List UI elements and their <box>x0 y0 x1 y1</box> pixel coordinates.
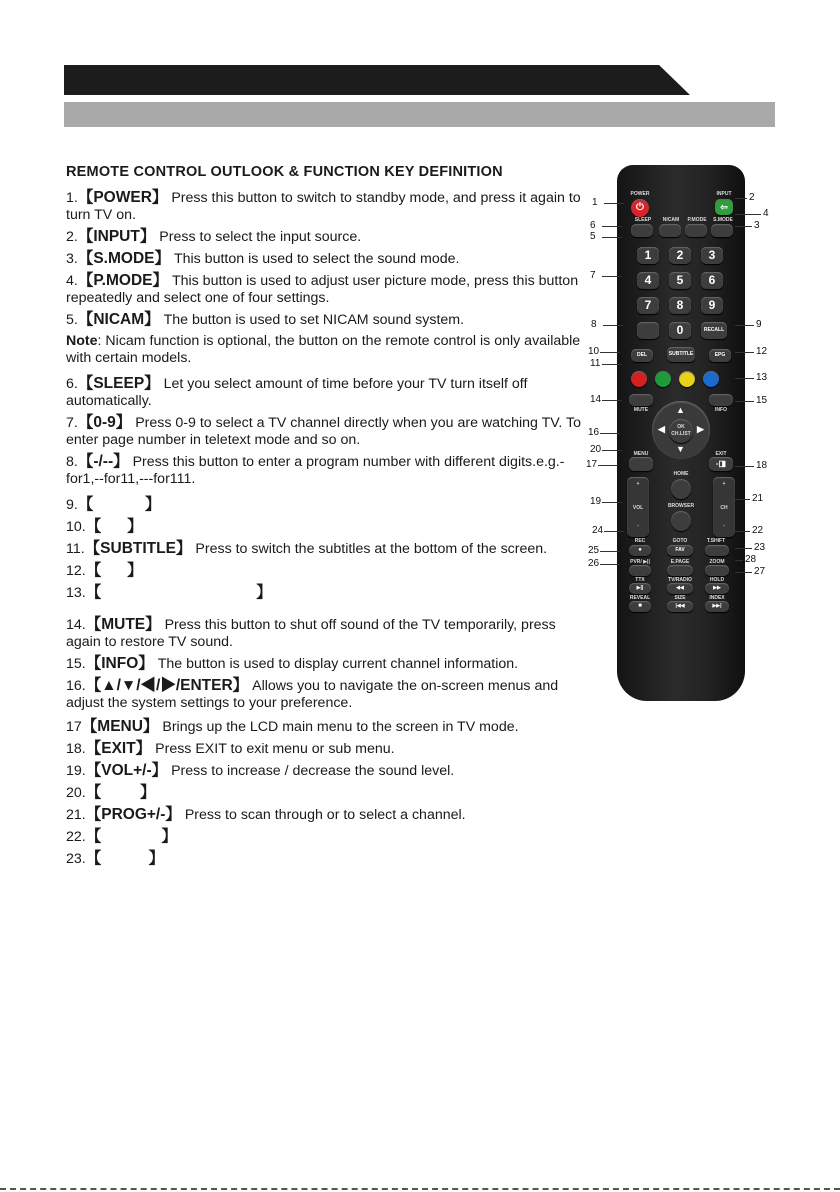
item-description: Press this button to switch to standby mode, and press it again to turn TV on. <box>66 190 581 223</box>
nicam-button <box>659 224 681 237</box>
sleep-label: SLEEP <box>634 217 652 223</box>
digit-8-button-text: 8 <box>676 298 684 312</box>
key-definition-item <box>66 250 586 268</box>
stop-button-text: ■ <box>638 603 642 609</box>
hold-label: HOLD <box>709 577 725 583</box>
item-description: Allows you to navigate the on-screen menus and adjust the system settings to your preference. <box>66 678 559 711</box>
ttx-button-text: ▶|| <box>636 585 644 591</box>
item-key: 【EXIT】 <box>85 740 152 757</box>
browser-button <box>671 511 691 531</box>
color-key-1 <box>631 371 647 387</box>
item-key: 【SLEEP】 <box>77 375 160 392</box>
callout-leader-line <box>735 401 754 402</box>
note-text: : Nicam function is optional, the button on the remote control is only available with certain models. <box>66 333 581 366</box>
callout-number-12: 12 <box>756 346 768 357</box>
key-definition-item <box>66 584 586 602</box>
vol-label: VOL <box>632 505 644 511</box>
callout-leader-line <box>598 465 618 466</box>
callout-leader-line <box>600 551 620 552</box>
item-description: Press to scan through or to select a channel. <box>180 807 466 823</box>
zoom-label: ZOOM <box>709 559 725 565</box>
dash-button <box>637 322 659 339</box>
callout-number-3: 3 <box>754 220 760 231</box>
home-label: HOME <box>673 471 689 477</box>
pvr-button <box>629 565 651 576</box>
key-definition-item <box>66 228 586 246</box>
digit-7-button <box>637 297 659 314</box>
item-number: 4. <box>66 273 78 289</box>
digit-5-button-text: 5 <box>676 273 684 287</box>
callout-number-23: 23 <box>754 542 766 553</box>
item-key: 【SUBTITLE】 <box>84 540 192 557</box>
callout-number-13: 13 <box>756 372 768 383</box>
callout-number-14: 14 <box>590 394 602 405</box>
item-key: 【P.MODE】 <box>77 272 168 289</box>
digit-2-button <box>669 247 691 264</box>
digit-9-button <box>701 297 723 314</box>
item-description: This button is used to select the sound mode. <box>170 251 460 267</box>
callout-leader-line <box>735 226 752 227</box>
digit-4-button <box>637 272 659 289</box>
item-key: 【 】 <box>85 850 165 867</box>
item-key: 【 】 <box>85 562 143 579</box>
digit-9-button-text: 9 <box>708 298 716 312</box>
rewind-button <box>667 583 693 594</box>
item-number: 18. <box>66 741 86 757</box>
item-description: Press EXIT to exit menu or sub menu. <box>151 741 395 757</box>
rec-button-text: ● <box>638 547 642 553</box>
down-arrow-icon: ▼ <box>676 444 685 454</box>
item-key: 【PROG+/-】 <box>85 806 181 823</box>
ch-plus-label: + <box>722 481 726 487</box>
callout-number-6: 6 <box>590 220 596 231</box>
exit-button-text: -◨ <box>715 459 727 468</box>
input-button <box>715 199 733 215</box>
nicam-label: NICAM <box>662 217 680 223</box>
ch-minus-label: - <box>723 523 725 529</box>
item-number: 13. <box>66 585 86 601</box>
header-bar <box>64 65 690 95</box>
callout-leader-line <box>735 548 752 549</box>
size-label: SIZE <box>674 595 686 601</box>
key-definition-item <box>66 414 586 449</box>
item-description: The button is used to set NICAM sound system. <box>159 312 465 328</box>
item-number: 2. <box>66 229 78 245</box>
zoom-button <box>705 565 729 576</box>
epg-button-text: EPG <box>714 352 726 358</box>
mute-button <box>629 394 653 406</box>
callout-number-16: 16 <box>588 427 600 438</box>
item-number: 7. <box>66 415 78 431</box>
subtitle-button-text: SUBTITLE <box>668 351 694 357</box>
key-definition-item <box>66 850 586 868</box>
callout-leader-line <box>600 433 620 434</box>
item-description: Press 0-9 to select a TV channel directly when you are watching TV. To enter page number in teletext mode and so on. <box>66 415 582 448</box>
item-number: 22. <box>66 829 86 845</box>
callout-number-20: 20 <box>590 444 602 455</box>
callout-number-22: 22 <box>752 525 764 536</box>
digit-5-button <box>669 272 691 289</box>
item-number: 16. <box>66 678 86 694</box>
callout-leader-line <box>602 400 622 401</box>
goto-label: GOTO <box>672 538 688 544</box>
digit-6-button-text: 6 <box>708 273 716 287</box>
item-key: 【INPUT】 <box>77 228 156 245</box>
item-description: Press to switch the subtitles at the bottom of the screen. <box>191 541 548 557</box>
callout-leader-line <box>735 378 754 379</box>
browser-label: BROWSER <box>667 503 695 509</box>
right-arrow-icon: ▶ <box>697 424 704 434</box>
key-definition-item <box>66 784 586 802</box>
menu-button <box>629 457 653 471</box>
pvr-label: PVR/ ▶|| <box>630 559 650 565</box>
callout-leader-line <box>735 198 747 199</box>
key-definition-item <box>66 189 586 224</box>
key-definition-item <box>66 496 586 514</box>
item-description: Press this button to enter a program number with different digits.e.g.-for1,--for11,---for111. <box>66 454 565 487</box>
callout-number-25: 25 <box>588 545 600 556</box>
item-number: 6. <box>66 376 78 392</box>
forward-button <box>705 583 729 594</box>
item-description: Brings up the LCD main menu to the screen in TV mode. <box>158 719 519 735</box>
fav-button-text: FAV <box>675 547 685 553</box>
callout-leader-line <box>735 325 754 326</box>
del-button-text: DEL <box>637 352 647 358</box>
digit-2-button-text: 2 <box>676 248 684 262</box>
item-number: 11. <box>66 541 85 557</box>
item-key: 【MUTE】 <box>85 616 161 633</box>
key-definition-item <box>66 677 586 712</box>
ok-label: OK <box>677 424 685 430</box>
smode-label: S.MODE <box>713 217 733 223</box>
key-definition-item <box>66 718 586 736</box>
power-label: POWER <box>630 191 650 197</box>
item-key: 【POWER】 <box>77 189 168 206</box>
key-definition-item <box>66 375 586 410</box>
callout-leader-line <box>735 560 743 561</box>
digit-3-button <box>701 247 723 264</box>
callout-number-28: 28 <box>745 554 757 565</box>
callout-leader-line <box>602 450 622 451</box>
home-button <box>671 479 691 499</box>
color-key-4 <box>703 371 719 387</box>
section-bar <box>64 102 775 127</box>
next-button-text: ▶▶| <box>712 603 722 609</box>
item-key: 【 】 <box>85 828 178 845</box>
digit-1-button <box>637 247 659 264</box>
color-key-2 <box>655 371 671 387</box>
item-number: 23. <box>66 851 86 867</box>
info-button <box>709 394 733 406</box>
item-key: 【 】 <box>85 584 272 601</box>
section-heading: REMOTE CONTROL OUTLOOK & FUNCTION KEY DEFINITION <box>66 164 503 180</box>
reveal-label: REVEAL <box>629 595 651 601</box>
callout-leader-line <box>602 237 622 238</box>
item-number: 21. <box>66 807 86 823</box>
key-definition-item <box>66 272 586 307</box>
epg-button <box>709 349 731 362</box>
callout-number-2: 2 <box>749 192 755 203</box>
item-key: 【▲/▼/◀/▶/ENTER】 <box>85 677 249 694</box>
callout-leader-line <box>735 352 754 353</box>
stop-button <box>629 601 651 612</box>
item-key: 【NICAM】 <box>77 311 160 328</box>
callout-number-11: 11 <box>590 358 601 369</box>
key-definition-item <box>66 806 586 824</box>
key-definition-item <box>66 311 586 329</box>
callout-number-27: 27 <box>754 566 766 577</box>
vol-plus-label: + <box>636 481 640 487</box>
item-key: 【MENU】 <box>81 718 159 735</box>
callout-number-4: 4 <box>763 208 769 219</box>
fav-button <box>667 545 693 556</box>
item-key: 【 】 <box>77 496 161 513</box>
ch-label: CH <box>720 505 728 511</box>
item-description: Press this button to shut off sound of the TV temporarily, press again to restore TV sound. <box>66 617 556 650</box>
key-definition-item <box>66 740 586 758</box>
key-definition-item <box>66 562 586 580</box>
callout-leader-line <box>603 325 623 326</box>
callout-number-24: 24 <box>592 525 604 536</box>
callout-number-9: 9 <box>756 319 762 330</box>
rewind-button-text: ◀◀ <box>676 585 684 591</box>
digit-0-button <box>669 322 691 339</box>
item-key: 【 】 <box>85 784 156 801</box>
callout-number-10: 10 <box>588 346 600 357</box>
digit-7-button-text: 7 <box>644 298 652 312</box>
item-number: 12. <box>66 563 86 579</box>
prev-button-text: |◀◀ <box>675 603 685 609</box>
item-key: 【0-9】 <box>77 414 132 431</box>
callout-leader-line <box>602 364 622 365</box>
key-definition-item <box>66 616 586 651</box>
digit-8-button <box>669 297 691 314</box>
up-arrow-icon: ▲ <box>676 405 685 415</box>
item-number: 9. <box>66 497 78 513</box>
callout-number-18: 18 <box>756 460 768 471</box>
callout-number-21: 21 <box>752 493 764 504</box>
key-definition-item <box>66 518 586 536</box>
callout-leader-line <box>735 531 750 532</box>
key-definition-item <box>66 828 586 846</box>
item-number: 1. <box>66 190 78 206</box>
callout-number-1: 1 <box>592 197 598 208</box>
del-button <box>631 349 653 362</box>
key-definition-item <box>66 333 586 367</box>
function-key-list <box>66 164 586 872</box>
menu-label: MENU <box>633 451 649 457</box>
item-number: 19. <box>66 763 86 779</box>
callout-leader-line <box>602 276 622 277</box>
callout-leader-line <box>600 564 620 565</box>
exit-button <box>709 457 733 471</box>
mute-label: MUTE <box>633 407 649 413</box>
callout-leader-line <box>735 572 752 573</box>
callout-number-26: 26 <box>588 558 600 569</box>
item-key: 【-/--】 <box>77 453 129 470</box>
ttx-button <box>629 583 651 594</box>
item-number: 8. <box>66 454 78 470</box>
smode-button <box>711 224 733 237</box>
key-definition-item <box>66 453 586 488</box>
callout-leader-line <box>735 214 761 215</box>
callout-number-7: 7 <box>590 270 596 281</box>
vol-minus-label: - <box>637 523 639 529</box>
digit-0-button-text: 0 <box>676 323 684 337</box>
callout-leader-line <box>602 502 622 503</box>
tvradio-label: TV/RADIO <box>668 577 692 583</box>
item-description: Press to select the input source. <box>155 229 362 245</box>
item-number: 14. <box>66 617 86 633</box>
digit-4-button-text: 4 <box>644 273 652 287</box>
callout-leader-line <box>735 499 750 500</box>
item-key: 【INFO】 <box>85 655 154 672</box>
callout-number-5: 5 <box>590 231 596 242</box>
digit-1-button-text: 1 <box>644 248 652 262</box>
page-edge-dashes <box>0 1188 840 1190</box>
item-key: 【S.MODE】 <box>77 250 170 267</box>
callout-number-15: 15 <box>756 395 768 406</box>
left-arrow-icon: ◀ <box>658 424 665 434</box>
callout-leader-line <box>604 531 624 532</box>
pmode-label: P.MODE <box>687 217 707 223</box>
epage-button <box>667 565 693 576</box>
item-description: Press to increase / decrease the sound level. <box>167 763 455 779</box>
tshift-label: T.SHIFT <box>706 538 726 544</box>
digit-3-button-text: 3 <box>708 248 716 262</box>
epage-label: E.PAGE <box>670 559 690 565</box>
item-number: 5. <box>66 312 78 328</box>
pmode-button <box>685 224 707 237</box>
forward-button-text: ▶▶ <box>713 585 721 591</box>
info-label: INFO <box>715 407 727 413</box>
callout-leader-line <box>735 466 754 467</box>
rec-button <box>629 545 651 556</box>
key-definition-item <box>66 762 586 780</box>
callout-leader-line <box>602 226 622 227</box>
callout-number-17: 17 <box>586 459 598 470</box>
tshift-button <box>705 545 729 556</box>
prev-button <box>667 601 693 612</box>
chlist-label: CH.LIST <box>671 431 691 437</box>
next-button <box>705 601 729 612</box>
rec-label: REC <box>634 538 646 544</box>
item-key: 【 】 <box>85 518 143 535</box>
callout-leader-line <box>604 203 624 204</box>
input-button-text: ⇦ <box>720 202 728 212</box>
callout-number-8: 8 <box>591 319 597 330</box>
callout-number-19: 19 <box>590 496 602 507</box>
index-label: INDEX <box>709 595 725 601</box>
note-label: Note <box>66 333 98 349</box>
item-description: Let you select amount of time before your TV turn itself off automatically. <box>66 376 528 409</box>
item-description: The button is used to display current channel information. <box>153 656 519 672</box>
sleep-button <box>631 224 653 237</box>
recall-button-text: RECALL <box>703 327 725 333</box>
power-button-text: ⏻ <box>636 202 644 213</box>
item-number: 3. <box>66 251 78 267</box>
exit-label: EXIT <box>715 451 727 457</box>
item-number: 20. <box>66 785 86 801</box>
input-label: INPUT <box>716 191 732 197</box>
power-button <box>631 199 649 217</box>
remote-control-illustration <box>617 165 745 701</box>
subtitle-button <box>667 347 695 362</box>
key-definition-item <box>66 655 586 673</box>
item-key: 【VOL+/-】 <box>85 762 168 779</box>
item-description: This button is used to adjust user picture mode, press this button repeatedly and select one of four settings. <box>66 273 579 306</box>
key-definition-item <box>66 540 586 558</box>
color-key-3 <box>679 371 695 387</box>
callout-leader-line <box>600 352 620 353</box>
digit-6-button <box>701 272 723 289</box>
item-number: 17 <box>66 719 82 735</box>
recall-button <box>701 322 727 339</box>
item-number: 15. <box>66 656 86 672</box>
item-number: 10. <box>66 519 86 535</box>
ttx-label: TTX <box>635 577 645 583</box>
